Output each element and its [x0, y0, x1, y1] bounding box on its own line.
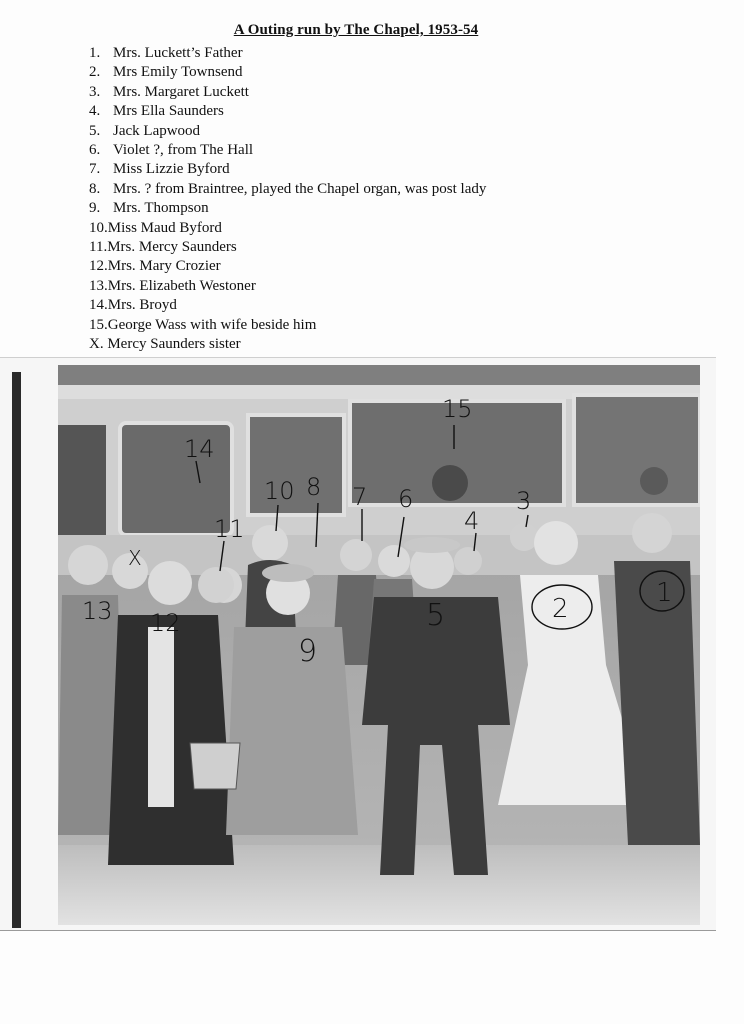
caption-item — [89, 277, 486, 296]
caption-text: Mrs. ? from Braintree, played the Chapel organ, was post lady — [113, 180, 487, 197]
annotation-label: 6 — [398, 485, 414, 513]
caption-text: Miss Lizzie Byford — [113, 161, 230, 178]
caption-text: Mercy Saunders sister — [107, 336, 241, 353]
caption-number: 4. — [89, 103, 101, 120]
caption-number: 15. — [89, 316, 108, 333]
caption-text: Violet ?, from The Hall — [113, 142, 254, 159]
caption-item — [89, 83, 486, 102]
annotation-label: 12 — [150, 609, 181, 637]
page-title: A Outing run by The Chapel, 1953-54 — [233, 22, 479, 38]
caption-item — [89, 44, 486, 63]
caption-number: 13. — [89, 277, 108, 294]
annotation-label: 1 — [656, 578, 673, 608]
annotation-label: 5 — [426, 598, 446, 633]
annotation-label: 15 — [442, 395, 473, 423]
caption-number: 12. — [89, 258, 108, 275]
group-photo — [58, 365, 700, 925]
annotation-label: 14 — [184, 435, 215, 463]
annotation-label: 4 — [464, 507, 480, 535]
annotation-label: 2 — [552, 594, 569, 624]
caption-text: George Wass with wife beside him — [107, 316, 317, 333]
annotation-label: 13 — [82, 597, 113, 625]
caption-text: Mrs Emily Townsend — [113, 64, 243, 81]
annotation-label: 8 — [306, 473, 322, 501]
annotation-label: 11 — [214, 515, 245, 543]
caption-item — [89, 122, 486, 141]
caption-number: 3. — [89, 83, 101, 100]
caption-item — [89, 238, 486, 257]
caption-text: Miss Maud Byford — [107, 219, 222, 236]
caption-number: 10. — [89, 219, 108, 236]
group-photo-svg — [58, 365, 700, 925]
caption-text: Mrs. Margaret Luckett — [113, 83, 249, 100]
caption-text: Mrs Ella Saunders — [113, 103, 224, 120]
caption-number: 1. — [89, 45, 101, 61]
caption-text: Mrs. Mercy Saunders — [107, 239, 237, 256]
caption-number: 7. — [89, 161, 101, 178]
caption-text: Mrs. Luckett’s Father — [113, 45, 243, 61]
annotation-label: 3 — [516, 487, 532, 515]
sheet-edge — [12, 372, 21, 928]
caption-item — [89, 160, 486, 179]
caption-item — [89, 296, 486, 315]
caption-text: Mrs. Broyd — [107, 297, 177, 314]
caption-number: X. — [89, 336, 104, 353]
caption-text: Mrs. Thompson — [113, 200, 209, 217]
caption-item — [89, 257, 486, 276]
annotation-label: 9 — [298, 634, 318, 669]
caption-number: 2. — [89, 64, 101, 81]
caption-item — [89, 335, 486, 354]
caption-number: 9. — [89, 200, 101, 217]
annotation-label: X — [128, 546, 142, 570]
caption-number: 6. — [89, 142, 101, 159]
annotation-label: 7 — [352, 483, 368, 511]
caption-number: 5. — [89, 122, 101, 139]
caption-number: 11. — [89, 239, 108, 256]
caption-item — [89, 63, 486, 82]
caption-item — [89, 180, 486, 199]
caption-text: Mrs. Elizabeth Westoner — [107, 277, 256, 294]
coach — [58, 385, 700, 575]
caption-number: 8. — [89, 180, 101, 197]
caption-item — [89, 102, 486, 121]
caption-text: Jack Lapwood — [113, 122, 201, 139]
caption-list — [89, 44, 486, 355]
caption-item — [89, 199, 486, 218]
caption-text: Mrs. Mary Crozier — [107, 258, 221, 275]
caption-item — [89, 316, 486, 335]
caption-item — [89, 141, 486, 160]
annotation-label: 10 — [264, 477, 295, 505]
caption-number: 14. — [89, 297, 108, 314]
caption-item — [89, 219, 486, 238]
